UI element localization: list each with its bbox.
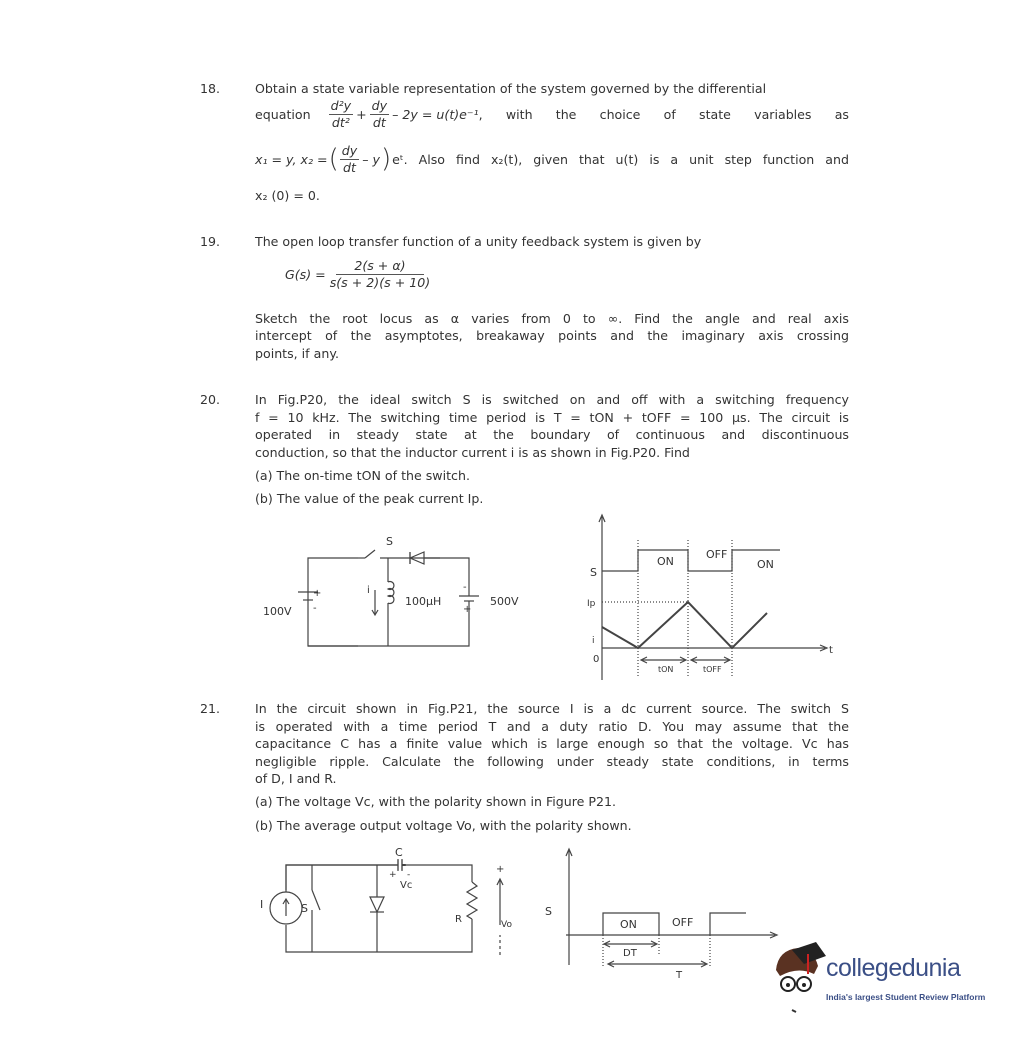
minus: - (313, 603, 317, 614)
q20-para-line: conduction, so that the inductor current i is as shown in Fig.P20. Find (255, 445, 690, 460)
q18-state-line: x₁ = y, x₂ = ( $\frac{dy}{dt}$ – y ) eᵗ. Also find x₂(t), given that u(t) is a unit step function and (255, 143, 849, 175)
q20-para-line: operated in steady state at the boundary of continuous and discontinuous (255, 427, 849, 442)
peak-current-label: Ip (587, 599, 596, 609)
minus-y: – y (362, 151, 380, 167)
q19-para-line: points, if any. (255, 346, 339, 361)
time-axis-label: t (829, 645, 833, 656)
duty-cycle-waveform (545, 849, 777, 981)
q18-line4: x₂ (0) = 0. (255, 188, 320, 203)
q21-para-line: is operated with a time period T and a duty ratio D. You may assume that the (255, 719, 849, 734)
q18-line1: Obtain a state variable representation of the system governed by the differential (255, 81, 767, 96)
mascot-icon (768, 940, 828, 1015)
question-number: 20. (200, 392, 221, 407)
equation-label: equation (255, 106, 311, 122)
on-label: ON (757, 558, 774, 571)
gs-fraction: $\frac{2(s + \alpha)}{s(s + 2)(s + 10)}$ (329, 258, 431, 290)
q18-line3-tail: eᵗ. Also find x₂(t), given that u(t) is a unit step function and (392, 151, 849, 167)
load-voltage-label: 500V (490, 595, 519, 608)
plus: + (389, 870, 397, 880)
on-label: ON (620, 918, 637, 931)
q21-para-line: negligible ripple. Calculate the following under steady state conditions, in terms (255, 754, 849, 769)
second-derivative: $\frac{\text{d²y}}{\text{dt²}}$ (330, 98, 352, 130)
ton-label: tON (658, 665, 674, 674)
minus: - (463, 582, 467, 593)
minus: - (407, 870, 411, 880)
gs-label: G(s) = (285, 266, 326, 282)
q20-para-line: f = 10 kHz. The switching time period is T = tON + tOFF = 100 μs. The circuit is (255, 410, 849, 425)
toff-label: tOFF (703, 665, 722, 674)
q18-line2-tail: , with the choice of state variables as (478, 106, 849, 122)
q19-para-line: intercept of the asymptotes, breakaway points and the imaginary axis crossing (255, 328, 849, 343)
vo-label: Vo (501, 920, 512, 930)
q19-line1: The open loop transfer function of a unity feedback system is given by (255, 234, 702, 249)
plus: + (463, 604, 472, 615)
logo-tagline: India's largest Student Review Platform (826, 992, 986, 1002)
q18-equation-line: equation $\frac{\text{d²y}}{\text{dt²}}$ + $\frac{dy}{dt}$ – 2y = u(t)e⁻¹ , with the choice of state variables as (255, 98, 849, 130)
inductor-label: 100μH (405, 595, 442, 608)
q19-para-line: Sketch the root locus as α varies from 0 to ∞. Find the angle and real axis (255, 311, 849, 326)
first-derivative: $\frac{dy}{dt}$ (371, 98, 388, 130)
equation-rhs: – 2y = u(t)e⁻¹ (392, 106, 479, 122)
q21-para-line: capacitance C has a finite value which is large enough so that the voltage. Vc has (255, 736, 849, 751)
question-number: 21. (200, 701, 221, 716)
vc-label: Vc (400, 880, 413, 891)
wave-s-label: S (590, 566, 597, 579)
dt-label: DT (623, 948, 637, 959)
source-label: 100V (263, 605, 292, 618)
collegedunia-logo (768, 940, 998, 1015)
p21-circuit-elements (260, 846, 512, 955)
current-label: i (367, 585, 370, 596)
q21-part-b: (b) The average output voltage Vo, with the polarity shown. (255, 818, 632, 833)
q20-part-b: (b) The value of the peak current Ip. (255, 491, 484, 506)
plus: + (496, 864, 505, 875)
question-number: 18. (200, 81, 221, 96)
off-label: OFF (706, 548, 728, 561)
zero-label: 0 (593, 654, 600, 665)
q21-para-line: of D, I and R. (255, 771, 337, 786)
source-label: I (260, 898, 264, 911)
logo-wordmark: collegedunia (826, 954, 961, 982)
switch-label: S (301, 902, 308, 915)
plus: + (313, 588, 322, 599)
q21-part-a: (a) The voltage Vc, with the polarity shown in Figure P21. (255, 794, 617, 809)
q21-para-line: In the circuit shown in Fig.P21, the source I is a dc current source. The switch S (255, 701, 849, 716)
period-label: T (676, 970, 683, 981)
question-number: 19. (200, 234, 221, 249)
state-definition: x₁ = y, x₂ = (255, 151, 328, 167)
on-label: ON (657, 555, 674, 568)
wave-s-label: S (545, 905, 552, 918)
dy-dt: $\frac{dy}{dt}$ (341, 143, 358, 175)
current-axis-label: i (592, 636, 595, 646)
off-label: OFF (672, 916, 694, 929)
resistor-label: R (455, 914, 462, 925)
capacitor-label: C (395, 846, 403, 859)
switch-label: S (386, 535, 393, 548)
q20-part-a: (a) The on-time tON of the switch. (255, 468, 470, 483)
q20-para-line: In Fig.P20, the ideal switch S is switched on and off with a switching frequency (255, 392, 849, 407)
